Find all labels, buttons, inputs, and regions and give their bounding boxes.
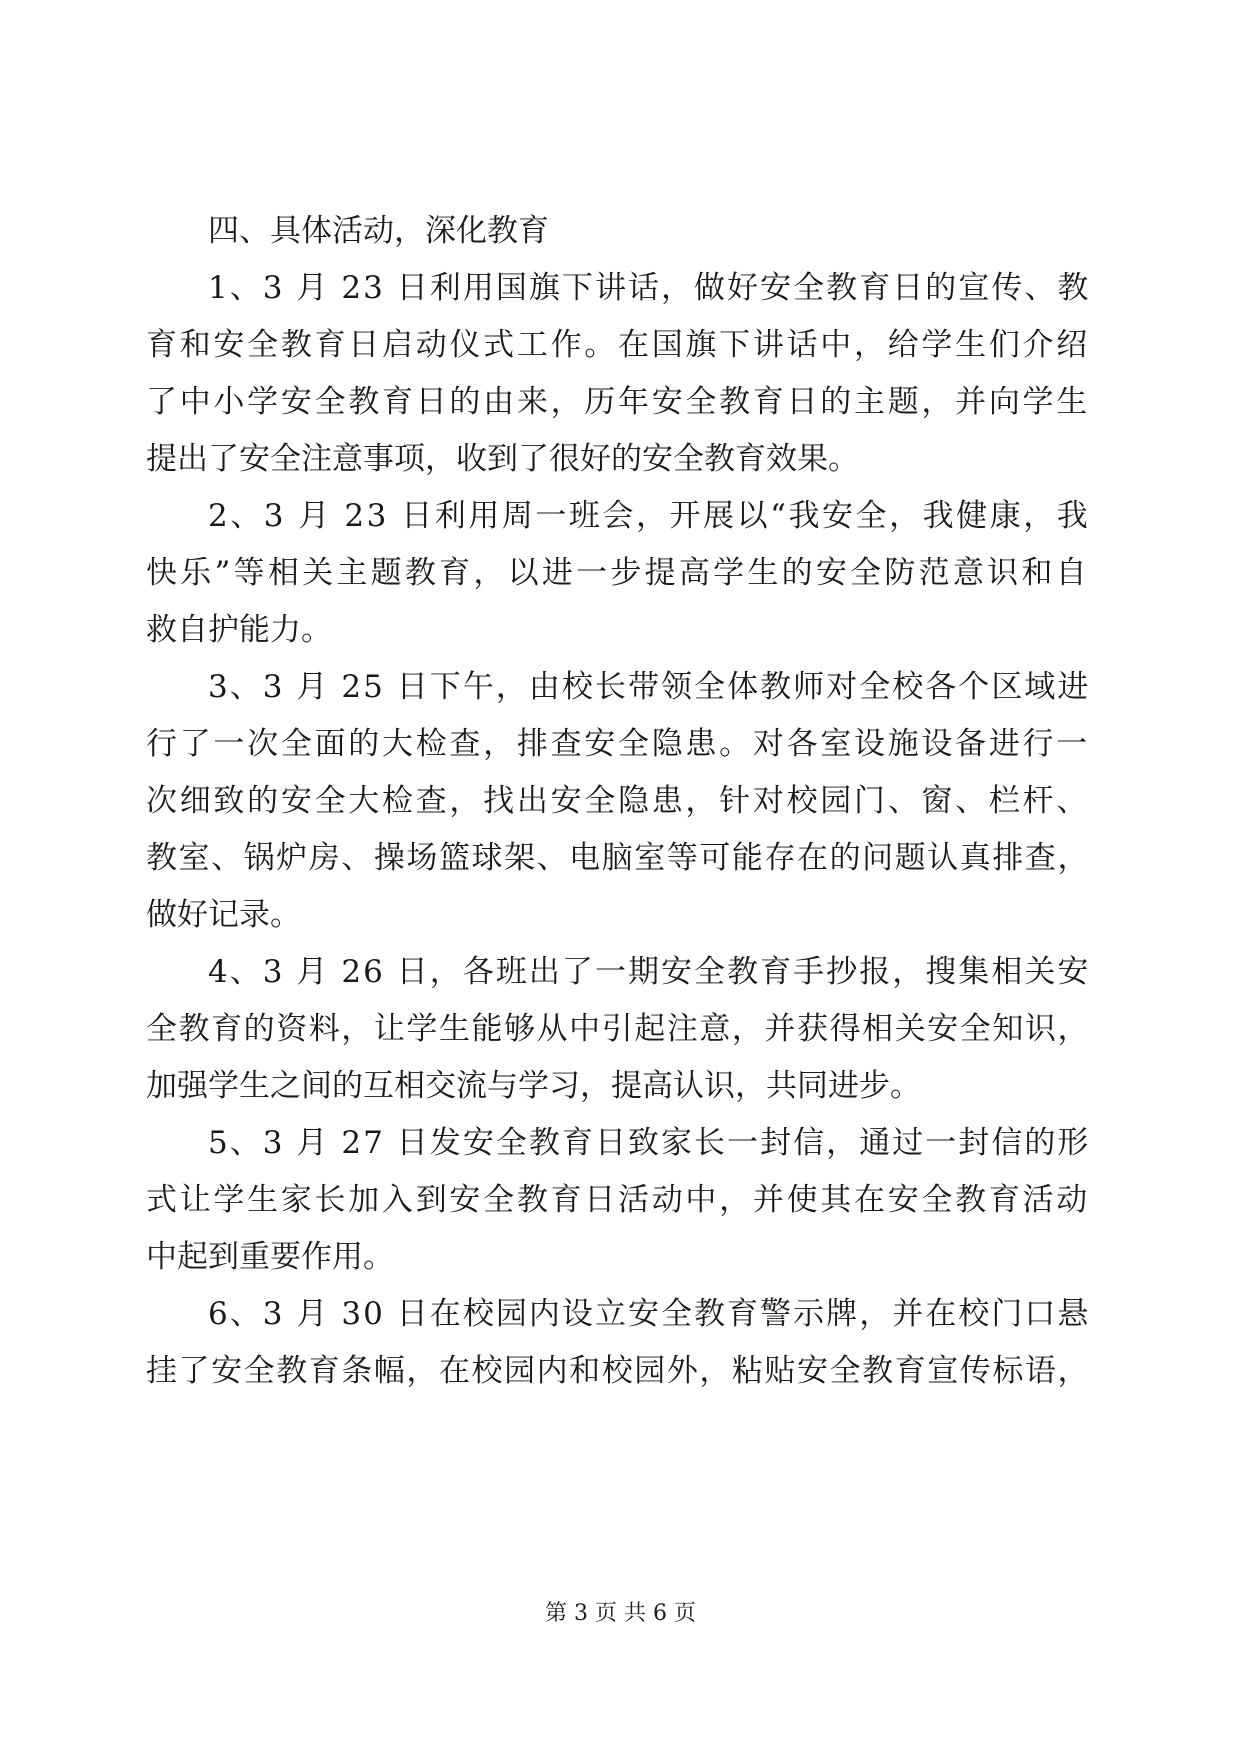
paragraph-1-line-1: 1、3 月 23 日利用国旗下讲话，做好安全教育日的宣传、教 [208,270,1091,306]
paragraph-3-line-2: 行了一次全面的大检查，排查安全隐患。对各室设施设备进行一 [146,726,1090,762]
paragraph-5-line-2: 式让学生家长加入到安全教育日活动中，并使其在安全教育活动 [146,1182,1090,1218]
paragraph-5-line-3: 中起到重要作用。 [146,1239,394,1275]
paragraph-1-line-3: 了中小学安全教育日的由来，历年安全教育日的主题，并向学生 [146,384,1090,420]
paragraph-4-line-3: 加强学生之间的互相交流与学习，提高认识，共同进步。 [146,1068,921,1104]
paragraph-6-line-2: 挂了安全教育条幅，在校园内和校园外，粘贴安全教育宣传标语， [146,1353,1091,1389]
paragraph-6-line-1: 6、3 月 30 日在校园内设立安全教育警示牌，并在校门口悬 [208,1296,1091,1332]
paragraph-4-line-1: 4、3 月 26 日，各班出了一期安全教育手抄报，搜集相关安 [208,954,1091,990]
section-heading: 四、具体活动，深化教育 [208,213,549,249]
page-footer: 第 3 页 共 6 页 [545,1601,696,1626]
paragraph-2-line-3: 救自护能力。 [146,612,332,648]
paragraph-3-line-5: 做好记录。 [146,897,301,933]
paragraph-2-line-2: 快乐”等相关主题教育，以进一步提高学生的安全防范意识和自 [146,555,1090,591]
paragraph-4-line-2: 全教育的资料，让学生能够从中引起注意，并获得相关安全知识， [146,1011,1091,1047]
paragraph-1-line-4: 提出了安全注意事项，收到了很好的安全教育效果。 [146,441,859,477]
paragraph-1-line-2: 育和安全教育日启动仪式工作。在国旗下讲话中，给学生们介绍 [146,327,1090,363]
paragraph-3-line-4: 教室、锅炉房、操场篮球架、电脑室等可能存在的问题认真排查， [146,840,1091,876]
paragraph-2-line-1: 2、3 月 23 日利用周一班会，开展以“我安全，我健康，我 [208,498,1091,534]
paragraph-5-line-1: 5、3 月 27 日发安全教育日致家长一封信，通过一封信的形 [208,1125,1091,1161]
paragraph-3-line-3: 次细致的安全大检查，找出安全隐患，针对校园门、窗、栏杆、 [146,783,1090,819]
paragraph-3-line-1: 3、3 月 25 日下午，由校长带领全体教师对全校各个区域进 [208,669,1091,705]
